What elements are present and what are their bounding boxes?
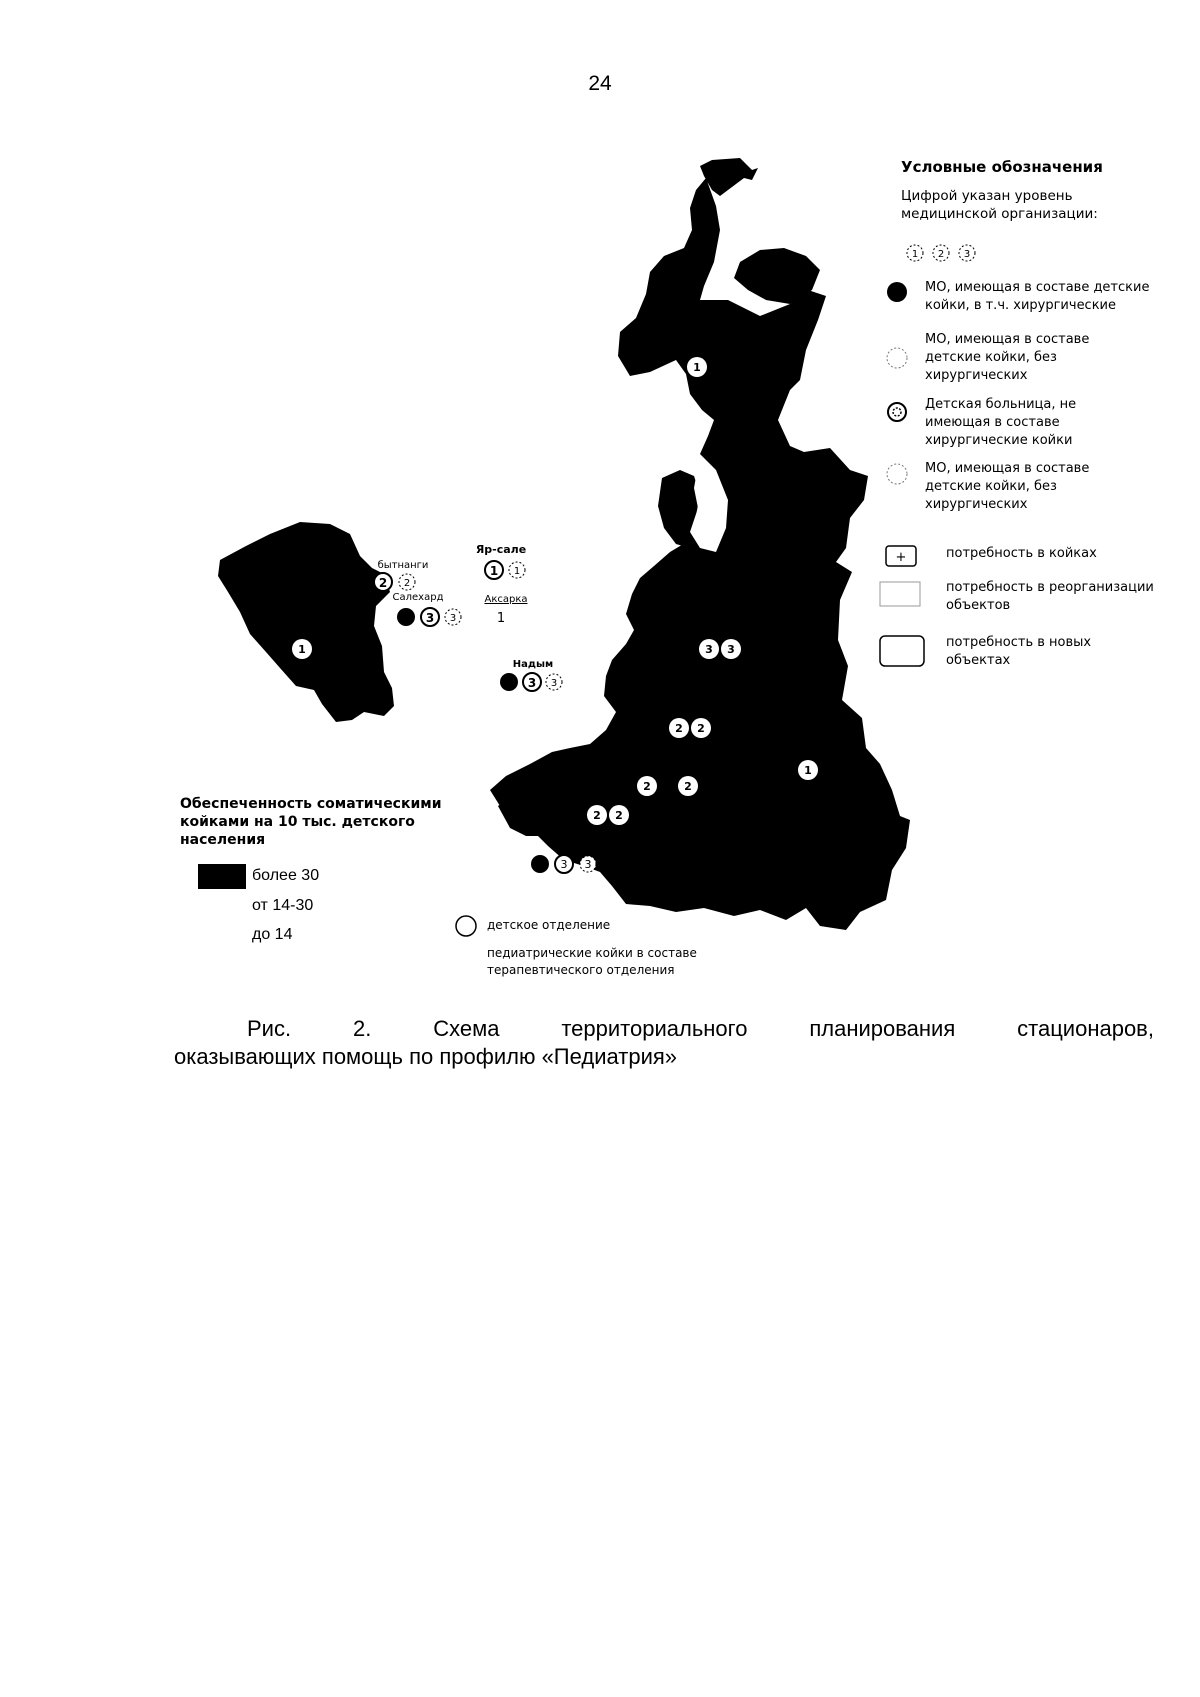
marker-krasnoselkupsky [798,760,818,780]
svg-text:2: 2 [593,809,601,822]
filled-circle-icon [887,282,907,302]
region-priuralsky [218,522,394,722]
svg-text:Салехард: Салехард [392,592,444,603]
marker-yamal [687,357,707,377]
svg-text:1: 1 [693,361,701,374]
children-hospital-icon [888,403,906,421]
svg-text:3: 3 [425,611,435,625]
legend-item-no-surgery: МО, имеющая в составе детские койки, без хирургических [925,332,1090,383]
place-aksarka [484,594,527,626]
figure-caption [174,1015,1154,1071]
place-labytnangi [374,560,428,591]
svg-text:2: 2 [937,249,945,260]
svg-text:3: 3 [560,858,568,871]
svg-text:3: 3 [963,249,971,260]
dotted-circle-icon [887,348,907,368]
provision-label-mid: от 14-30 [252,897,314,914]
svg-text:Аксарка: Аксарка [484,594,528,605]
svg-text:1: 1 [489,564,499,578]
legend-level-examples [907,245,975,261]
plus-box-icon [886,546,916,566]
svg-text:1: 1 [496,611,506,626]
legend-need-beds: потребность в койках [946,546,1097,561]
svg-text:2: 2 [643,780,651,793]
svg-text:2: 2 [403,578,411,589]
marker-gubkinsky [678,776,698,796]
svg-text:2: 2 [675,722,683,735]
place-salekhard [393,592,461,626]
marker-purovsky-b [691,718,711,738]
svg-text:Надым: Надым [512,659,554,670]
department-label: детское отделение [487,918,611,932]
legend-subtitle: Цифрой указан уровень медицинской организации: [901,188,1098,222]
svg-text:3: 3 [550,678,558,689]
marker-priuralsky [292,639,312,659]
legend-item-no-surgery-2: МО, имеющая в составе детские койки, без хирургических [925,461,1090,512]
marker-tazovsky-a [699,639,719,659]
southwest-markers [531,855,596,873]
svg-text:2: 2 [697,722,705,735]
svg-text:3: 3 [449,613,457,624]
legend-item-with-surgery: МО, имеющая в составе детские койки, в т.ч. хирургические [925,280,1150,313]
legend-need-reorganization: потребность в реорганизации объектов [946,580,1154,613]
svg-text:1: 1 [513,566,521,577]
svg-text:+: + [895,550,907,565]
svg-text:3: 3 [727,643,735,656]
svg-text:3: 3 [527,676,537,690]
rounded-box-icon [880,636,924,666]
svg-text:Яр-сале: Яр-сале [475,543,527,556]
svg-text:3: 3 [705,643,713,656]
marker-noyabrsk-a [587,805,607,825]
page-number: 24 [588,72,612,95]
place-nadym [500,659,562,691]
dotted-circle-icon [887,464,907,484]
svg-text:2: 2 [684,780,692,793]
svg-text:1: 1 [298,643,306,656]
legend-need-new-objects: потребность в новых объектах [946,635,1092,668]
pediatric-beds-label: педиатрические койки в составе терапевтического отделения [487,946,697,977]
svg-text:2: 2 [378,576,388,590]
caption-line-2: оказывающих помощь по профилю «Педиатрия» [174,1044,678,1069]
marker-purovsky-a [669,718,689,738]
empty-box-icon [880,582,920,606]
legend-item-children-hospital: Детская больница, не имеющая в составе хирургические койки [925,397,1077,448]
marker-muravlenko [637,776,657,796]
svg-text:1: 1 [804,764,812,777]
provision-swatch-high [198,864,246,889]
department-circle-icon [456,916,476,936]
marker-tazovsky-b [721,639,741,659]
marker-noyabrsk-b [609,805,629,825]
provision-label-low: до 14 [252,926,293,943]
caption-line-1: Рис. 2. Схема территориального планирования стационаров, [247,1016,1154,1041]
svg-text:бытнанги: бытнанги [377,560,429,571]
svg-text:3: 3 [584,858,592,871]
provision-label-high: более 30 [252,867,320,884]
legend-title: Условные обозначения [901,158,1103,176]
svg-text:2: 2 [615,809,623,822]
svg-text:1: 1 [911,249,919,260]
provision-legend-title: Обеспеченность соматическими койками на 10 тыс. детского населения [180,796,442,848]
place-yar-sale [476,543,526,579]
